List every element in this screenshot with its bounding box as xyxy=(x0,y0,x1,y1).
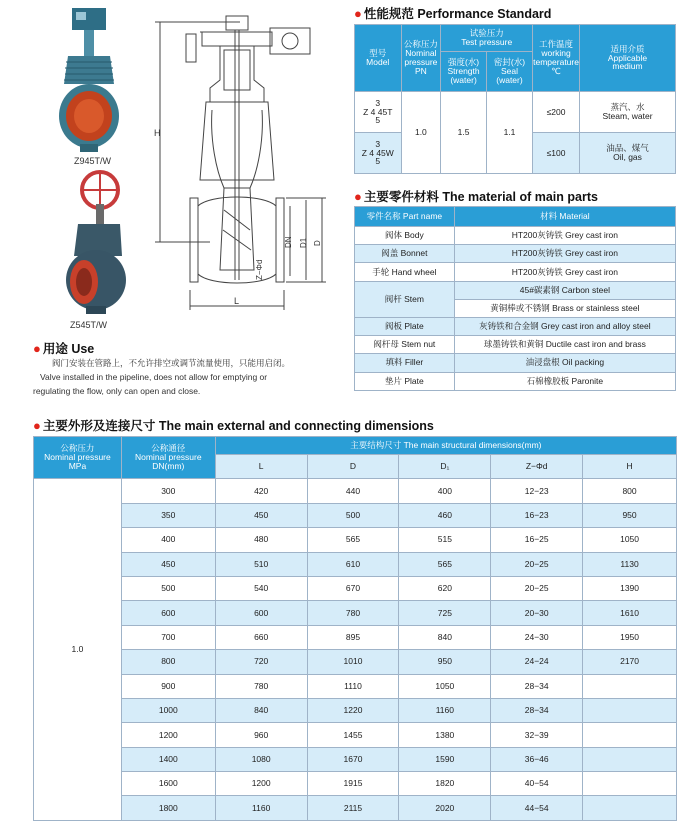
bullet-icon: ● xyxy=(33,418,41,433)
dims-zd: 36−46 xyxy=(491,747,583,771)
dims-h: 950 xyxy=(583,503,677,527)
dims-h: 800 xyxy=(583,479,677,503)
dims-h: 1390 xyxy=(583,576,677,600)
mat-part: 阀杆母 Stem nut xyxy=(355,336,455,354)
dims-col-d: D xyxy=(307,455,399,479)
table-row xyxy=(34,674,677,698)
perf-header-model: 型号 Model xyxy=(355,25,402,92)
dims-h xyxy=(583,747,677,771)
dims-dn: 450 xyxy=(121,552,215,576)
dims-col-h: H xyxy=(583,455,677,479)
dims-dn: 800 xyxy=(121,650,215,674)
mat-part: 阀板 Plate xyxy=(355,317,455,335)
perf-header-temp: 工作温度 working temperature ℃ xyxy=(533,25,580,92)
dims-d: 1915 xyxy=(307,772,399,796)
dims-d: 1110 xyxy=(307,674,399,698)
dims-d1: 1160 xyxy=(399,698,491,722)
dims-d1: 515 xyxy=(399,528,491,552)
dims-d1: 2020 xyxy=(399,796,491,820)
dims-dn: 350 xyxy=(121,503,215,527)
mat-material: HT200灰铸铁 Grey cast iron xyxy=(454,263,675,281)
table-row xyxy=(34,698,677,722)
dims-dn: 400 xyxy=(121,528,215,552)
drawing-label-l: L xyxy=(234,296,240,306)
dims-dn: 900 xyxy=(121,674,215,698)
mat-material: 黄铜棒或不锈钢 Brass or stainless steel xyxy=(454,299,675,317)
product-photo-z545 xyxy=(60,168,130,318)
dims-d1: 400 xyxy=(399,479,491,503)
use-section-title: ● 用途 Use xyxy=(33,341,95,356)
table-row xyxy=(34,528,677,552)
dims-d1: 620 xyxy=(399,576,491,600)
dims-zd: 28−34 xyxy=(491,674,583,698)
dims-d1: 565 xyxy=(399,552,491,576)
dims-l: 780 xyxy=(215,674,307,698)
bullet-icon: ● xyxy=(354,6,362,21)
dims-d1: 1050 xyxy=(399,674,491,698)
dims-l: 600 xyxy=(215,601,307,625)
dims-d1: 460 xyxy=(399,503,491,527)
dims-h xyxy=(583,723,677,747)
dims-d1: 840 xyxy=(399,625,491,649)
use-text-cn: 阀门安装在管路上，不允许排空或调节流量使用，只能用启闭。 xyxy=(52,358,291,368)
dims-l: 450 xyxy=(215,503,307,527)
dims-l: 960 xyxy=(215,723,307,747)
mat-header-part: 零件名称 Part name xyxy=(355,207,455,227)
dims-dn: 1800 xyxy=(121,796,215,820)
perf-strength: 1.5 xyxy=(441,92,487,174)
dims-zd: 20−30 xyxy=(491,601,583,625)
performance-title: ● 性能规范 Performance Standard xyxy=(354,6,552,21)
dims-col-l: L xyxy=(215,455,307,479)
dims-dn: 1600 xyxy=(121,772,215,796)
mat-part: 手轮 Hand wheel xyxy=(355,263,455,281)
dims-l: 480 xyxy=(215,528,307,552)
mat-part: 垫片 Plate xyxy=(355,372,455,390)
perf-header-medium: 适用介质 Applicable medium xyxy=(579,25,675,92)
mat-header-material: 材料 Material xyxy=(454,207,675,227)
dims-dn: 600 xyxy=(121,601,215,625)
product-photo-z945 xyxy=(54,4,124,154)
table-row xyxy=(34,747,677,771)
mat-material: 45#碳素钢 Carbon steel xyxy=(454,281,675,299)
dims-d: 1670 xyxy=(307,747,399,771)
table-row xyxy=(34,650,677,674)
dims-l: 420 xyxy=(215,479,307,503)
drawing-label-dn: DN xyxy=(284,236,293,248)
mat-material: 球墨铸铁和黄铜 Ductile cast iron and brass xyxy=(454,336,675,354)
dims-d: 780 xyxy=(307,601,399,625)
mat-material: 石棉橡胶板 Paronite xyxy=(454,372,675,390)
materials-title: ● 主要零件材料 The material of main parts xyxy=(354,189,598,204)
table-row xyxy=(34,479,677,503)
dims-dn: 300 xyxy=(121,479,215,503)
perf-temp-2: ≤100 xyxy=(533,133,580,174)
dims-d: 610 xyxy=(307,552,399,576)
table-row xyxy=(34,796,677,820)
table-row xyxy=(34,601,677,625)
mat-part: 填料 Filler xyxy=(355,354,455,372)
dims-d: 895 xyxy=(307,625,399,649)
dims-col-d1: D₁ xyxy=(399,455,491,479)
dims-d1: 950 xyxy=(399,650,491,674)
perf-header-seal: 密封(水) Seal (water) xyxy=(486,52,532,92)
dims-d1: 1380 xyxy=(399,723,491,747)
dims-h xyxy=(583,698,677,722)
perf-header-strength: 强度(水) Strength (water) xyxy=(441,52,487,92)
dims-d: 1220 xyxy=(307,698,399,722)
table-row xyxy=(34,503,677,527)
caption-z545: Z545T/W xyxy=(70,320,108,330)
dims-d: 565 xyxy=(307,528,399,552)
perf-header-pn: 公称压力 Nominal pressure PN xyxy=(401,25,441,92)
dims-zd: 16−25 xyxy=(491,528,583,552)
dims-d: 500 xyxy=(307,503,399,527)
mat-part: 阀体 Body xyxy=(355,227,455,245)
dims-h xyxy=(583,674,677,698)
dims-l: 840 xyxy=(215,698,307,722)
perf-model-2: 3 Z 4 45W 5 xyxy=(355,133,402,174)
table-row xyxy=(34,772,677,796)
perf-medium-1: 蒸汽、水 Steam, water xyxy=(579,92,675,133)
dims-d: 1455 xyxy=(307,723,399,747)
dims-h xyxy=(583,796,677,820)
dims-h: 1950 xyxy=(583,625,677,649)
dims-zd: 16−23 xyxy=(491,503,583,527)
dimensions-title: ● 主要外形及连接尺寸 The main external and connecting dimensions xyxy=(33,418,434,433)
dims-zd: 24−30 xyxy=(491,625,583,649)
dims-zd: 20−25 xyxy=(491,552,583,576)
dims-l: 1160 xyxy=(215,796,307,820)
dims-header-dn: 公称通径 Nominal pressure DN(mm) xyxy=(121,437,215,479)
mat-material: HT200灰铸铁 Grey cast iron xyxy=(454,245,675,263)
dims-header-pn: 公称压力 Nominal pressure MPa xyxy=(34,437,122,479)
mat-material: 灰铸铁和合金钢 Grey cast iron and alloy steel xyxy=(454,317,675,335)
dims-h xyxy=(583,772,677,796)
dims-dn: 1000 xyxy=(121,698,215,722)
dims-dn: 500 xyxy=(121,576,215,600)
dims-l: 540 xyxy=(215,576,307,600)
dims-zd: 44−54 xyxy=(491,796,583,820)
performance-table xyxy=(354,24,676,174)
drawing-label-zd: Z−Φd xyxy=(255,259,264,280)
drawing-label-h: H xyxy=(154,128,161,138)
dimensions-table xyxy=(33,436,677,821)
dims-d: 670 xyxy=(307,576,399,600)
perf-temp-1: ≤200 xyxy=(533,92,580,133)
perf-header-test: 试验压力 Test pressure xyxy=(441,25,533,52)
dims-d1: 725 xyxy=(399,601,491,625)
perf-medium-2: 油品、煤气 Oil, gas xyxy=(579,133,675,174)
dims-l: 510 xyxy=(215,552,307,576)
dims-l: 660 xyxy=(215,625,307,649)
perf-model-1: 3 Z 4 45T 5 xyxy=(355,92,402,133)
dims-zd: 24−24 xyxy=(491,650,583,674)
use-text-en1: Valve installed in the pipeline, does not allow for emptying or xyxy=(40,372,268,382)
dims-d: 440 xyxy=(307,479,399,503)
bullet-icon: ● xyxy=(354,189,362,204)
perf-seal: 1.1 xyxy=(486,92,532,174)
drawing-label-d1: D1 xyxy=(299,237,308,248)
dims-h: 2170 xyxy=(583,650,677,674)
dims-d1: 1820 xyxy=(399,772,491,796)
dims-l: 1080 xyxy=(215,747,307,771)
dims-col-zd: Z−Φd xyxy=(491,455,583,479)
dims-d1: 1590 xyxy=(399,747,491,771)
dims-h: 1130 xyxy=(583,552,677,576)
dims-zd: 32−39 xyxy=(491,723,583,747)
dims-l: 1200 xyxy=(215,772,307,796)
dims-h: 1050 xyxy=(583,528,677,552)
dims-pn-value: 1.0 xyxy=(34,479,122,820)
dims-dn: 1400 xyxy=(121,747,215,771)
caption-z945: Z945T/W xyxy=(74,156,112,166)
dims-h: 1610 xyxy=(583,601,677,625)
dims-d: 2115 xyxy=(307,796,399,820)
valve-technical-drawing xyxy=(150,10,330,315)
mat-material: 油浸盘根 Oil packing xyxy=(454,354,675,372)
dims-dn: 700 xyxy=(121,625,215,649)
dims-dn: 1200 xyxy=(121,723,215,747)
mat-material: HT200灰铸铁 Grey cast iron xyxy=(454,227,675,245)
drawing-label-d: D xyxy=(313,240,322,246)
dims-zd: 20−25 xyxy=(491,576,583,600)
use-text-en2: regulating the flow, only can open and close. xyxy=(33,386,201,396)
dims-zd: 40−54 xyxy=(491,772,583,796)
table-row xyxy=(34,723,677,747)
bullet-icon: ● xyxy=(33,341,41,356)
mat-part: 阀杆 Stem xyxy=(355,281,455,317)
perf-pn: 1.0 xyxy=(401,92,441,174)
dims-header-main: 主要结构尺寸 The main structural dimensions(mm) xyxy=(215,437,676,455)
table-row xyxy=(34,576,677,600)
dims-zd: 28−34 xyxy=(491,698,583,722)
dims-zd: 12−23 xyxy=(491,479,583,503)
table-row xyxy=(34,625,677,649)
table-row xyxy=(34,552,677,576)
dims-d: 1010 xyxy=(307,650,399,674)
materials-table xyxy=(354,206,676,391)
mat-part: 阀盖 Bonnet xyxy=(355,245,455,263)
dims-l: 720 xyxy=(215,650,307,674)
